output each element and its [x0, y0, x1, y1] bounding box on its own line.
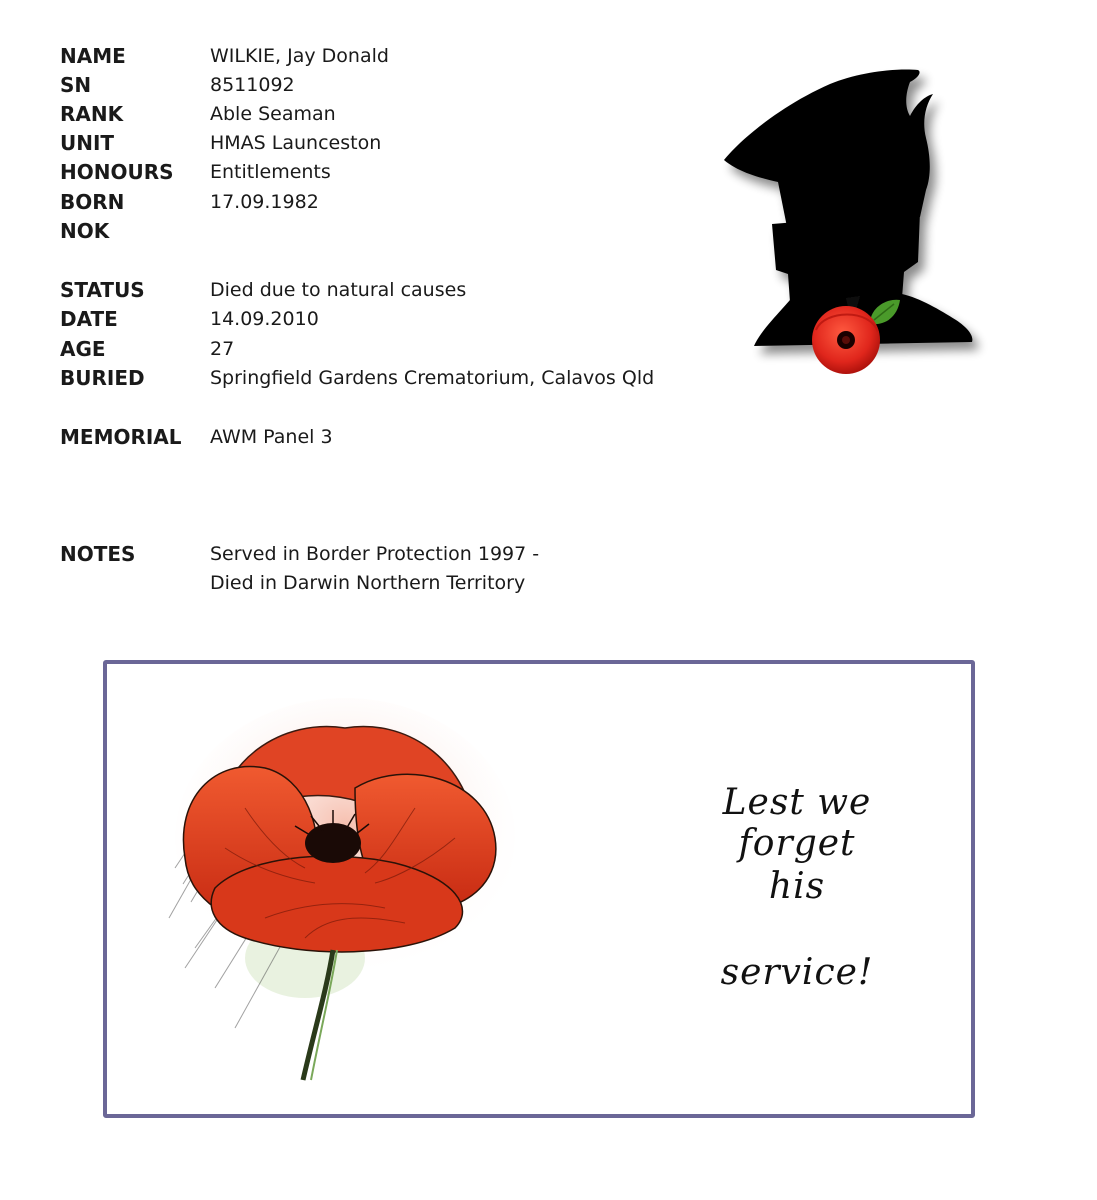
value-born: 17.09.1982: [210, 191, 319, 213]
label-date: DATE: [60, 307, 118, 331]
soldier-silhouette-icon: [720, 62, 990, 380]
label-nok: NOK: [60, 219, 110, 243]
label-rank: RANK: [60, 102, 124, 126]
value-memorial: AWM Panel 3: [210, 426, 333, 448]
value-notes-line2: Died in Darwin Northern Territory: [210, 572, 526, 594]
verse-line-1: Lest we forget: [722, 782, 872, 864]
value-status: Died due to natural causes: [210, 279, 467, 301]
value-rank: Able Seaman: [210, 103, 336, 125]
poppy-icon: [812, 306, 880, 374]
label-sn: SN: [60, 73, 92, 97]
verse-line-2: his: [768, 866, 826, 907]
label-memorial: MEMORIAL: [60, 425, 182, 449]
label-name: NAME: [60, 44, 126, 68]
label-age: AGE: [60, 337, 106, 361]
value-date: 14.09.2010: [210, 308, 319, 330]
label-honours: HONOURS: [60, 160, 174, 184]
value-sn: 8511092: [210, 74, 295, 96]
value-unit: HMAS Launceston: [210, 132, 382, 154]
value-buried: Springfield Gardens Crematorium, Calavos Qld: [210, 367, 655, 389]
label-notes: NOTES: [60, 542, 136, 566]
value-honours: Entitlements: [210, 161, 331, 183]
memorial-card: [103, 660, 975, 1118]
label-status: STATUS: [60, 278, 145, 302]
label-unit: UNIT: [60, 131, 115, 155]
value-name: WILKIE, Jay Donald: [210, 45, 389, 67]
value-notes-line1: Served in Border Protection 1997 -: [210, 543, 540, 565]
poppy-illustration-icon: [155, 688, 515, 1088]
label-buried: BURIED: [60, 366, 145, 390]
value-age: 27: [210, 338, 235, 360]
verse-line-3: service!: [720, 952, 874, 993]
label-born: BORN: [60, 190, 125, 214]
